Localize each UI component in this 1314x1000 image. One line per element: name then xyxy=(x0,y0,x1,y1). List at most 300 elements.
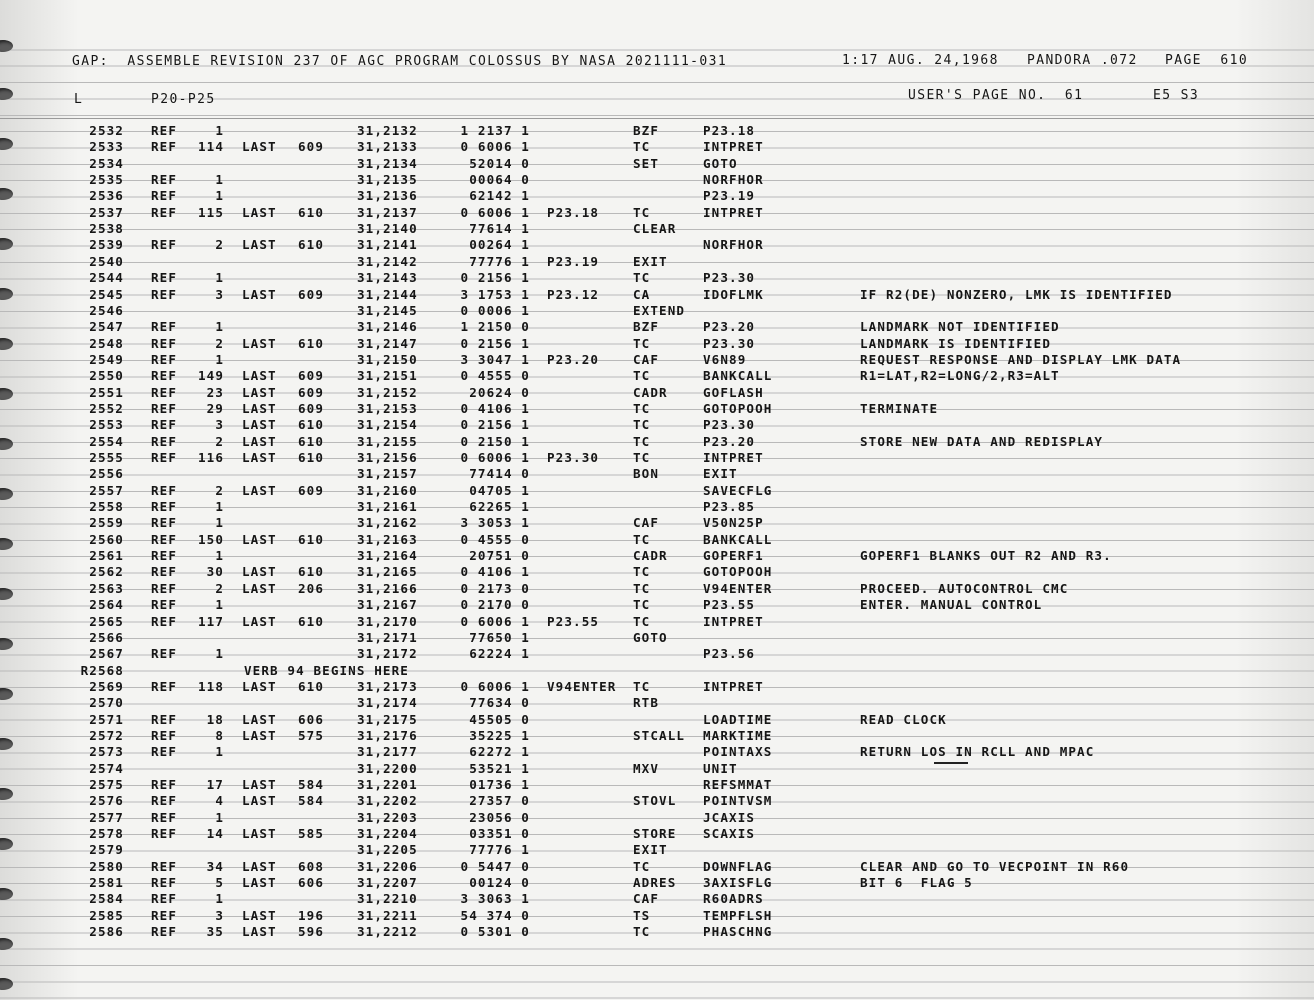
opcode: CA xyxy=(633,286,651,302)
octal-code: 20624 0 xyxy=(469,384,530,400)
opcode: GOTO xyxy=(633,629,668,645)
last-keyword: LAST xyxy=(242,450,277,465)
comment: R1=LAT,R2=LONG/2,R3=ALT xyxy=(860,368,1060,384)
ref-count: 2 xyxy=(215,580,224,596)
last-page: 606 xyxy=(298,875,325,891)
ref-keyword: REF xyxy=(151,809,178,825)
bank-address: 31,2167 xyxy=(357,597,418,613)
ref-keyword: REF xyxy=(151,335,178,351)
last-page: 609 xyxy=(298,400,325,416)
opcode: TC xyxy=(633,417,651,433)
last-keyword: LAST xyxy=(242,924,277,940)
ref-keyword: REF xyxy=(151,188,178,204)
listing-row xyxy=(0,891,1314,907)
line-number: 2556 xyxy=(89,466,124,482)
ref-keyword: REF xyxy=(151,351,178,367)
listing-row xyxy=(0,859,1314,875)
ref-keyword: REF xyxy=(151,417,178,433)
octal-code: 0 4555 0 xyxy=(460,368,530,384)
last-page: 610 xyxy=(298,564,325,580)
last-page: 610 xyxy=(298,433,325,449)
opcode: EXIT xyxy=(633,253,668,269)
line-number: 2534 xyxy=(89,155,124,171)
line-number: 2539 xyxy=(89,237,124,253)
listing-row xyxy=(0,908,1314,924)
listing-row xyxy=(0,336,1314,352)
line-number: 2571 xyxy=(89,711,124,727)
operand: P23.20 xyxy=(703,433,756,449)
ref-keyword: REF xyxy=(151,400,178,416)
line-number: 2570 xyxy=(89,695,124,711)
ref-keyword: REF xyxy=(151,711,178,727)
last-page: 206 xyxy=(298,580,325,596)
line-number: 2553 xyxy=(89,417,124,433)
bank-address: 31,2210 xyxy=(357,891,418,907)
opcode: TC xyxy=(633,400,651,416)
ref-count: 150 xyxy=(197,531,224,547)
comment: BIT 6 FLAG 5 xyxy=(860,875,973,891)
opcode: TC xyxy=(633,597,651,613)
ref-count: 4 xyxy=(215,793,224,809)
ref-count: 1 xyxy=(215,515,224,531)
bank-address: 31,2133 xyxy=(357,139,418,155)
last-keyword: LAST xyxy=(242,286,277,302)
last-keyword: LAST xyxy=(242,564,277,580)
bank-address: 31,2166 xyxy=(357,580,418,596)
bank-address: 31,2177 xyxy=(357,744,418,760)
users-page-number: USER'S PAGE NO. 61 xyxy=(908,87,1084,104)
last-keyword: LAST xyxy=(242,777,277,792)
listing-row xyxy=(0,777,1314,793)
listing-row xyxy=(0,466,1314,482)
operand: NORFHOR xyxy=(703,237,764,253)
bank-address: 31,2140 xyxy=(357,221,418,237)
line-number: 2533 xyxy=(89,139,124,155)
last-keyword: LAST xyxy=(242,613,277,629)
opcode: MXV xyxy=(633,760,660,776)
operand: P23.18 xyxy=(703,123,756,138)
ref-count: 5 xyxy=(215,875,224,891)
ref-keyword: REF xyxy=(151,580,178,596)
ref-keyword: REF xyxy=(151,384,178,400)
operand: GOPERF1 xyxy=(703,548,764,564)
line-number: 2574 xyxy=(89,760,124,776)
listing-row xyxy=(0,793,1314,809)
last-keyword: LAST xyxy=(242,678,277,694)
bank-address: 31,2202 xyxy=(357,793,418,809)
line-number: 2567 xyxy=(89,646,124,662)
ref-count: 2 xyxy=(215,433,224,449)
operand: GOTO xyxy=(703,155,738,171)
ref-count: 2 xyxy=(215,237,224,253)
line-number: 2566 xyxy=(89,629,124,645)
octal-code: 77776 1 xyxy=(469,842,530,858)
bank-address: 31,2171 xyxy=(357,629,418,645)
line-number: 2549 xyxy=(89,351,124,367)
last-keyword: LAST xyxy=(242,793,277,809)
opcode: CAF xyxy=(633,515,660,531)
octal-code: 52014 0 xyxy=(469,155,530,171)
section-name: P20-P25 xyxy=(151,91,216,108)
ref-count: 115 xyxy=(197,204,224,220)
ref-count: 1 xyxy=(215,499,224,515)
octal-code: 3 3063 1 xyxy=(460,891,530,907)
ref-count: 118 xyxy=(197,678,224,694)
operand: PHASCHNG xyxy=(703,924,773,940)
line-number: 2544 xyxy=(89,270,124,286)
bank-address: 31,2203 xyxy=(357,809,418,825)
octal-code: 45505 0 xyxy=(469,711,530,727)
listing-row xyxy=(0,810,1314,826)
opcode: STORE xyxy=(633,826,677,842)
line-number: 2536 xyxy=(89,188,124,204)
opcode: SET xyxy=(633,155,660,171)
opcode: CADR xyxy=(633,548,668,564)
ref-keyword: REF xyxy=(151,433,178,449)
ref-keyword: REF xyxy=(151,646,178,662)
bank-address: 31,2200 xyxy=(357,760,418,776)
operand: INTPRET xyxy=(703,678,764,694)
last-page: 584 xyxy=(298,793,325,809)
last-page: 584 xyxy=(298,777,325,792)
bank-address: 31,2176 xyxy=(357,727,418,743)
listing-title: GAP: ASSEMBLE REVISION 237 OF AGC PROGRAM COLOSSUS BY NASA 2021111-031 xyxy=(72,53,728,70)
opcode: TC xyxy=(633,924,651,940)
octal-code: 62224 1 xyxy=(469,646,530,662)
ref-keyword: REF xyxy=(151,237,178,253)
bank-address: 31,2154 xyxy=(357,417,418,433)
opcode: BON xyxy=(633,466,660,482)
ref-keyword: REF xyxy=(151,727,178,743)
ref-count: 2 xyxy=(215,482,224,498)
opcode: STCALL xyxy=(633,727,686,743)
line-number: 2547 xyxy=(89,319,124,335)
operand: POINTAXS xyxy=(703,744,773,760)
listing-row xyxy=(0,842,1314,858)
ref-count: 1 xyxy=(215,744,224,760)
section-marker: L xyxy=(74,91,84,108)
octal-code: 62265 1 xyxy=(469,499,530,515)
last-keyword: LAST xyxy=(242,531,277,547)
listing-system: PANDORA .072 xyxy=(1027,52,1138,69)
octal-code: 0 6006 1 xyxy=(460,139,530,155)
ref-keyword: REF xyxy=(151,548,178,564)
line-number: 2538 xyxy=(89,221,124,237)
ref-count: 1 xyxy=(215,351,224,367)
comment: CLEAR AND GO TO VECPOINT IN R60 xyxy=(860,858,1130,874)
ref-keyword: REF xyxy=(151,204,178,220)
listing-row xyxy=(0,450,1314,466)
operand: INTPRET xyxy=(703,139,764,155)
last-keyword: LAST xyxy=(242,335,277,351)
symbol-label: V94ENTER xyxy=(547,678,617,694)
opcode: ADRES xyxy=(633,875,677,891)
octal-code: 0 5447 0 xyxy=(460,858,530,874)
bank-address: 31,2163 xyxy=(357,531,418,547)
listing-row xyxy=(0,548,1314,564)
octal-code: 54 374 0 xyxy=(460,907,530,923)
bank-address: 31,2175 xyxy=(357,711,418,727)
listing-row xyxy=(0,188,1314,204)
ref-count: 3 xyxy=(215,417,224,433)
last-keyword: LAST xyxy=(242,875,277,891)
listing-row xyxy=(0,483,1314,499)
listing-row xyxy=(0,172,1314,188)
octal-code: 0 2156 1 xyxy=(460,270,530,286)
line-number: 2552 xyxy=(89,400,124,416)
line-number: 2580 xyxy=(89,858,124,874)
line-number: 2576 xyxy=(89,793,124,809)
bank-address: 31,2212 xyxy=(357,924,418,940)
listing-page: PAGE 610 xyxy=(1165,52,1249,69)
ref-count: 116 xyxy=(197,450,224,465)
listing-row xyxy=(0,630,1314,646)
listing-row xyxy=(0,663,1314,679)
operand: P23.30 xyxy=(703,417,756,433)
octal-code: 0 6006 1 xyxy=(460,204,530,220)
ref-keyword: REF xyxy=(151,450,178,465)
octal-code: 77614 1 xyxy=(469,221,530,237)
line-number: 2559 xyxy=(89,515,124,531)
last-keyword: LAST xyxy=(242,711,277,727)
bank-address: 31,2141 xyxy=(357,237,418,253)
comment: IF R2(DE) NONZERO, LMK IS IDENTIFIED xyxy=(860,286,1173,302)
symbol-label: P23.30 xyxy=(547,450,600,465)
bank-address: 31,2137 xyxy=(357,204,418,220)
line-number: 2540 xyxy=(89,253,124,269)
octal-code: 0 6006 1 xyxy=(460,450,530,465)
last-keyword: LAST xyxy=(242,139,277,155)
listing-note: VERB 94 BEGINS HERE xyxy=(244,662,409,678)
last-page: 609 xyxy=(298,286,325,302)
octal-code: 77414 0 xyxy=(469,466,530,482)
last-page: 609 xyxy=(298,139,325,155)
operand: P23.30 xyxy=(703,335,756,351)
last-page: 610 xyxy=(298,335,325,351)
line-number: 2557 xyxy=(89,482,124,498)
ref-count: 1 xyxy=(215,891,224,907)
feed-hole xyxy=(0,978,13,990)
opcode: TC xyxy=(633,531,651,547)
ref-keyword: REF xyxy=(151,777,178,792)
bank-address: 31,2151 xyxy=(357,368,418,384)
octal-code: 77634 0 xyxy=(469,695,530,711)
bank-address: 31,2173 xyxy=(357,678,418,694)
listing-row xyxy=(0,221,1314,237)
ref-count: 1 xyxy=(215,123,224,138)
ref-keyword: REF xyxy=(151,482,178,498)
octal-code: 0 6006 1 xyxy=(460,613,530,629)
listing-row xyxy=(0,270,1314,286)
symbol-label: P23.19 xyxy=(547,253,600,269)
bank-address: 31,2142 xyxy=(357,253,418,269)
ref-count: 1 xyxy=(215,548,224,564)
pen-underline xyxy=(934,762,968,764)
bank-address: 31,2144 xyxy=(357,286,418,302)
bank-address: 31,2204 xyxy=(357,826,418,842)
listing-row xyxy=(0,875,1314,891)
operand: P23.85 xyxy=(703,499,756,515)
ref-count: 1 xyxy=(215,597,224,613)
octal-code: 00264 1 xyxy=(469,237,530,253)
last-keyword: LAST xyxy=(242,858,277,874)
ref-keyword: REF xyxy=(151,924,178,940)
bank-address: 31,2134 xyxy=(357,155,418,171)
opcode: TC xyxy=(633,139,651,155)
line-number: 2560 xyxy=(89,531,124,547)
ref-count: 1 xyxy=(215,172,224,188)
line-number: 2577 xyxy=(89,809,124,825)
opcode: TC xyxy=(633,580,651,596)
listing-row xyxy=(0,532,1314,548)
octal-code: 04705 1 xyxy=(469,482,530,498)
line-number: 2562 xyxy=(89,564,124,580)
operand: POINTVSM xyxy=(703,793,773,809)
ref-keyword: REF xyxy=(151,826,178,842)
bank-address: 31,2147 xyxy=(357,335,418,351)
line-number: 2532 xyxy=(89,123,124,138)
last-keyword: LAST xyxy=(242,826,277,842)
octal-code: 0 2150 1 xyxy=(460,433,530,449)
listing-row xyxy=(0,237,1314,253)
last-keyword: LAST xyxy=(242,400,277,416)
line-number: 2572 xyxy=(89,727,124,743)
last-page: 575 xyxy=(298,727,325,743)
operand: V50N25P xyxy=(703,515,764,531)
octal-code: 0 0006 1 xyxy=(460,302,530,318)
octal-code: 0 2170 0 xyxy=(460,597,530,613)
octal-code: 35225 1 xyxy=(469,727,530,743)
ref-keyword: REF xyxy=(151,319,178,335)
operand: P23.30 xyxy=(703,270,756,286)
octal-code: 0 2173 0 xyxy=(460,580,530,596)
comment: LANDMARK IS IDENTIFIED xyxy=(860,335,1052,351)
ref-count: 34 xyxy=(206,858,224,874)
bank-address: 31,2157 xyxy=(357,466,418,482)
operand: P23.56 xyxy=(703,646,756,662)
listing-row xyxy=(0,368,1314,384)
listing-row xyxy=(0,761,1314,777)
line-number: 2545 xyxy=(89,286,124,302)
listing-datetime: 1:17 AUG. 24,1968 xyxy=(842,52,999,69)
bank-address: 31,2161 xyxy=(357,499,418,515)
listing-row xyxy=(0,385,1314,401)
octal-code: 0 4106 1 xyxy=(460,564,530,580)
listing-row xyxy=(0,515,1314,531)
bank-address: 31,2211 xyxy=(357,907,418,923)
line-number: 2550 xyxy=(89,368,124,384)
listing-row xyxy=(0,581,1314,597)
bank-address: 31,2207 xyxy=(357,875,418,891)
operand: P23.19 xyxy=(703,188,756,204)
opcode: RTB xyxy=(633,695,660,711)
bank-address: 31,2165 xyxy=(357,564,418,580)
ref-count: 17 xyxy=(206,777,224,792)
operand: V6N89 xyxy=(703,351,747,367)
listing-row xyxy=(0,123,1314,139)
opcode: TC xyxy=(633,433,651,449)
last-keyword: LAST xyxy=(242,384,277,400)
line-number: 2558 xyxy=(89,499,124,515)
last-page: 610 xyxy=(298,237,325,253)
operand: 3AXISFLG xyxy=(703,875,773,891)
ref-count: 29 xyxy=(206,400,224,416)
line-number: 2569 xyxy=(89,678,124,694)
line-number: 2548 xyxy=(89,335,124,351)
line-number: 2584 xyxy=(89,891,124,907)
octal-code: 1 2137 1 xyxy=(460,123,530,138)
opcode: BZF xyxy=(633,123,660,138)
octal-code: 0 4106 1 xyxy=(460,400,530,416)
bank-address: 31,2145 xyxy=(357,302,418,318)
listing-row xyxy=(0,139,1314,155)
line-number: 2546 xyxy=(89,302,124,318)
opcode: TC xyxy=(633,858,651,874)
listing-row xyxy=(0,303,1314,319)
opcode: TC xyxy=(633,270,651,286)
operand: INTPRET xyxy=(703,613,764,629)
line-number: 2578 xyxy=(89,826,124,842)
opcode: TC xyxy=(633,613,651,629)
octal-code: 77650 1 xyxy=(469,629,530,645)
operand: R60ADRS xyxy=(703,891,764,907)
ref-count: 117 xyxy=(197,613,224,629)
listing-row xyxy=(0,695,1314,711)
line-number: 2563 xyxy=(89,580,124,596)
bank-address: 31,2146 xyxy=(357,319,418,335)
octal-code: 3 3047 1 xyxy=(460,351,530,367)
operand: GOTOPOOH xyxy=(703,564,773,580)
last-page: 608 xyxy=(298,858,325,874)
octal-code: 00064 0 xyxy=(469,172,530,188)
listing-row xyxy=(0,826,1314,842)
opcode: TS xyxy=(633,907,651,923)
operand: UNIT xyxy=(703,760,738,776)
comment: REQUEST RESPONSE AND DISPLAY LMK DATA xyxy=(860,351,1182,367)
bank-address: 31,2162 xyxy=(357,515,418,531)
octal-code: 1 2150 0 xyxy=(460,319,530,335)
last-keyword: LAST xyxy=(242,417,277,433)
line-number: 2554 xyxy=(89,433,124,449)
header-rule xyxy=(0,118,1314,119)
listing-row xyxy=(0,679,1314,695)
ref-count: 1 xyxy=(215,646,224,662)
opcode: TC xyxy=(633,204,651,220)
line-number: 2565 xyxy=(89,613,124,629)
listing-row xyxy=(0,156,1314,172)
octal-code: 53521 1 xyxy=(469,760,530,776)
ref-count: 30 xyxy=(206,564,224,580)
ref-keyword: REF xyxy=(151,368,178,384)
octal-code: 3 3053 1 xyxy=(460,515,530,531)
listing-row xyxy=(0,924,1314,940)
opcode: TC xyxy=(633,678,651,694)
octal-code: 62142 1 xyxy=(469,188,530,204)
opcode: EXTEND xyxy=(633,302,686,318)
last-page: 610 xyxy=(298,417,325,433)
comment: READ CLOCK xyxy=(860,711,947,727)
listing-row xyxy=(0,646,1314,662)
bank-address: 31,2206 xyxy=(357,858,418,874)
ref-count: 3 xyxy=(215,286,224,302)
ref-keyword: REF xyxy=(151,613,178,629)
ref-keyword: REF xyxy=(151,139,178,155)
last-keyword: LAST xyxy=(242,727,277,743)
last-page: 610 xyxy=(298,613,325,629)
operand: BANKCALL xyxy=(703,531,773,547)
opcode: TC xyxy=(633,564,651,580)
feed-hole xyxy=(0,88,13,100)
